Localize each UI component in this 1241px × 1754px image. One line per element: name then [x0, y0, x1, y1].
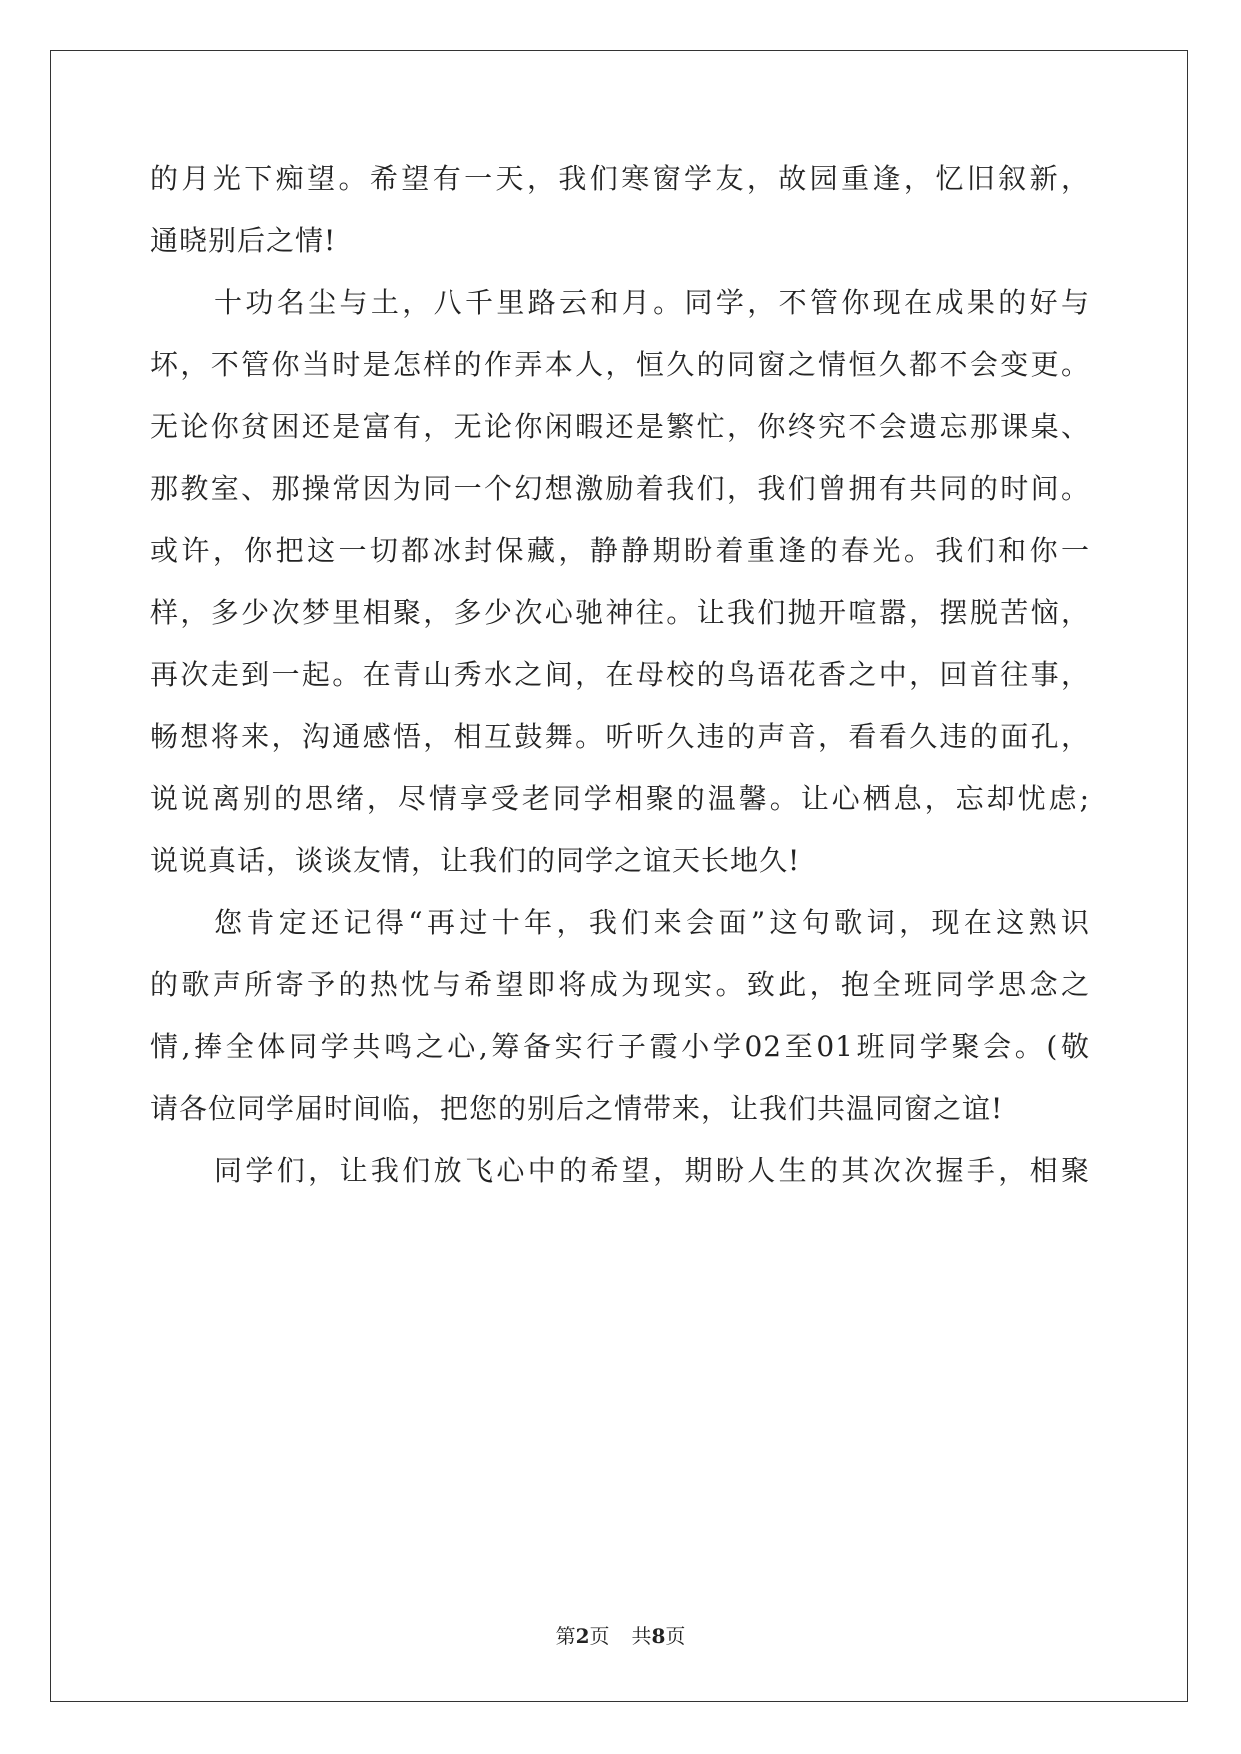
text-line: 请各位同学届时间临，把您的别后之情带来，让我们共温同窗之谊! — [150, 1092, 1004, 1125]
text-line: 畅想将来，沟通感悟，相互鼓舞。听听久违的声音，看看久违的面孔， — [150, 720, 1090, 753]
text-line: 说说真话，谈谈友情，让我们的同学之谊天长地久! — [150, 844, 801, 877]
text-line: 再次走到一起。在青山秀水之间，在母校的鸟语花香之中，回首往事， — [150, 658, 1090, 691]
footer-total-prefix: 共 — [631, 1624, 652, 1648]
text-line: 样，多少次梦里相聚，多少次心驰神往。让我们抛开喧嚣，摆脱苦恼， — [150, 596, 1090, 629]
text-line: 情,捧全体同学共鸣之心,筹备实行子霞小学02至01班同学聚会。(敬 — [150, 1030, 1090, 1063]
text-line: 的月光下痴望。希望有一天，我们寒窗学友，故园重逢，忆旧叙新， — [150, 162, 1090, 195]
footer-prefix: 第 — [555, 1624, 576, 1648]
footer-page-suffix: 页 — [589, 1624, 610, 1648]
text-line: 无论你贫困还是富有，无论你闲暇还是繁忙，你终究不会遗忘那课桌、 — [150, 410, 1090, 443]
paragraph-start: 十功名尘与土，八千里路云和月。同学，不管你现在成果的好与 — [214, 286, 1090, 319]
text-line: 那教室、那操常因为同一个幻想激励着我们，我们曾拥有共同的时间。 — [150, 472, 1090, 505]
text-line: 的歌声所寄予的热忱与希望即将成为现实。致此，抱全班同学思念之 — [150, 968, 1090, 1001]
paragraph-start: 您肯定还记得“再过十年，我们来会面”这句歌词，现在这熟识 — [214, 906, 1090, 939]
page-footer — [0, 1620, 1241, 1649]
current-page-number: 2 — [575, 1624, 590, 1648]
text-line: 通晓别后之情! — [150, 224, 337, 257]
total-pages-number: 8 — [651, 1624, 666, 1648]
text-line: 说说离别的思绪，尽情享受老同学相聚的温馨。让心栖息，忘却忧虑; — [150, 782, 1090, 815]
text-line: 或许，你把这一切都冰封保藏，静静期盼着重逢的春光。我们和你一 — [150, 534, 1090, 567]
document-body — [150, 148, 1090, 1202]
footer-total-suffix: 页 — [665, 1624, 686, 1648]
text-line: 坏，不管你当时是怎样的作弄本人，恒久的同窗之情恒久都不会变更。 — [150, 348, 1090, 381]
paragraph-start: 同学们，让我们放飞心中的希望，期盼人生的其次次握手，相聚 — [214, 1154, 1090, 1187]
